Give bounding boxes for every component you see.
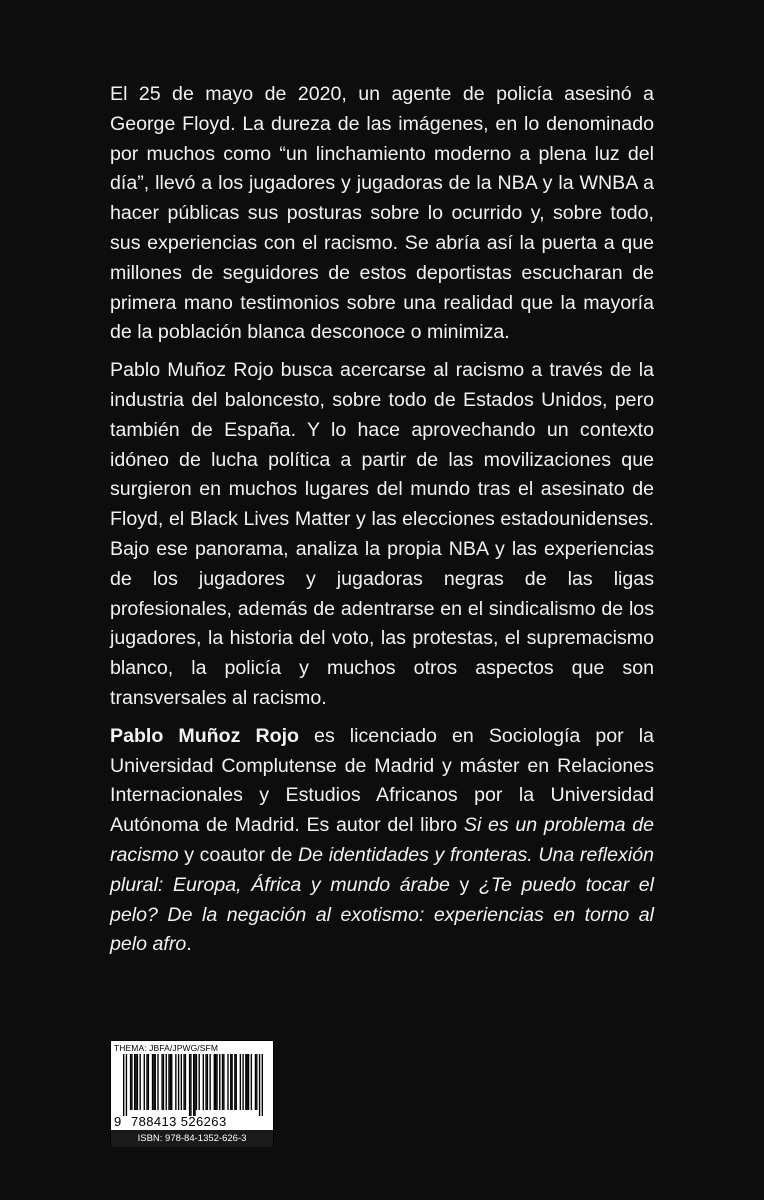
isbn-label: ISBN: 978-84-1352-626-3 [111,1130,273,1147]
book-title-1: Si es un problema de racismo [110,814,654,866]
synopsis-paragraph-1: El 25 de mayo de 2020, un agente de policía asesinó a George Floyd. La dureza de las imágenes, en lo denominado por muchos como “un linchamiento moderno a plena luz del día”, llevó a los jugadores y jugadoras de la NBA y la WNBA a hacer públicas sus posturas sobre lo ocurrido y, sobre todo, sus experiencias con el racismo. Se abría así la puerta a que millones de seguidores de estos deportistas escucharan de primera mano testimonios sobre una realidad que la mayoría de la población blanca desconoce o minimiza. [110,83,654,344]
book-title-3: ¿Te puedo tocar el pelo? De la negación al exotismo: experiencias en torno al pelo afro [110,873,654,956]
barcode-first-digit: 9 [114,1114,122,1129]
synopsis-paragraph-2: Pablo Muñoz Rojo busca acercarse al racismo a través de la industria del baloncesto, sobre todo de Estados Unidos, pero también de España. Y lo hace aprovechando un contexto idóneo de lucha política a partir de las movilizaciones que surgieron en muchos lugares del mundo tras el asesinato de Floyd, el Black Lives Matter y las elecciones estadounidenses. Bajo ese panorama, analiza la propia NBA y las experiencias de los jugadores y jugadoras negras de las ligas profesionales, además de adentrarse en el sindicalismo de los jugadores, la historia del voto, las protestas, el supremacismo blanco, la policía y muchos otros aspectos que son transversales al racismo. [110,359,654,709]
barcode-box [110,1040,274,1147]
barcode-digits: 788413 526263 [131,1114,227,1129]
blurb-text [110,80,654,968]
bio-text-4: . [186,933,192,956]
book-title-2: De identidades y fronteras. Una reflexión plural: Europa, África y mundo árabe [110,843,654,896]
bio-text-1: es licenciado en Sociología por la Universidad Complutense de Madrid y máster en Relaciones Internacionales y Estudios Africanos por la Universidad Autónoma de Madrid. Es autor del libro [110,724,654,837]
bio-text-3: y [449,873,479,896]
bio-text-2: y coautor de [178,843,299,866]
author-name: Pablo Muñoz Rojo [110,724,299,747]
thema-code: THEMA: JBFA/JPWG/SFM [114,1043,219,1053]
author-bio [110,722,654,960]
barcode-icon [123,1054,263,1116]
